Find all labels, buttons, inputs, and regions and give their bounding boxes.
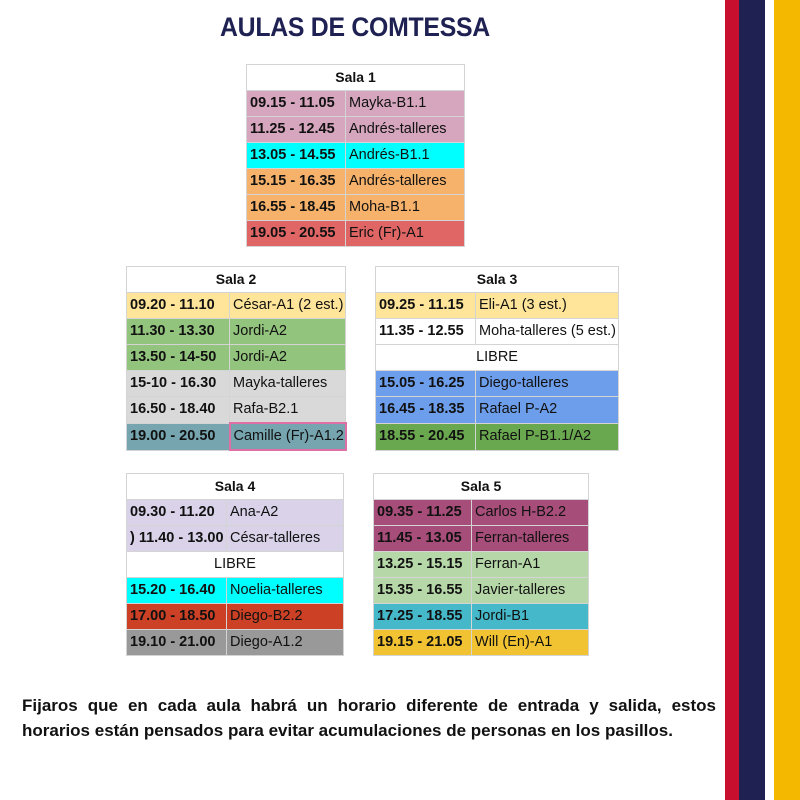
- sala5-class-label: Ferran-A1: [472, 552, 589, 578]
- table-row: [127, 423, 619, 450]
- table-row: [127, 552, 589, 578]
- sala1-time-slot: 19.05 - 20.55: [247, 221, 346, 247]
- sala3-class-label: Moha-talleres (5 est.): [476, 319, 619, 345]
- table-row: [127, 293, 619, 319]
- table-row: [127, 397, 619, 424]
- table-row: [127, 630, 589, 656]
- sala-4-header: Sala 4: [127, 474, 344, 500]
- sala4-time-slot: 09.30 - 11.20: [127, 500, 227, 526]
- sala3-time-slot: 18.55 - 20.45: [376, 423, 476, 450]
- sala1-time-slot: 16.55 - 18.45: [247, 195, 346, 221]
- table-row: [247, 117, 465, 143]
- sala2-time-slot: 13.50 - 14-50: [127, 345, 230, 371]
- sala-2-header: Sala 2: [127, 267, 346, 293]
- sala4-libre: LIBRE: [127, 552, 344, 578]
- footer-note: Fijaros que en cada aula habrá un horario diferente de entrada y salida, estos horarios están pensados para evitar acumulaciones de personas en los pasillos.: [22, 696, 716, 740]
- sala2-time-slot: 19.00 - 20.50: [127, 423, 230, 450]
- table-row: [127, 345, 619, 371]
- sala2-time-slot: 16.50 - 18.40: [127, 397, 230, 424]
- sala2-class-label: Camille (Fr)-A1.2: [230, 423, 346, 450]
- sala4-time-slot: ) 11.40 - 13.00: [127, 526, 227, 552]
- table-row: [127, 604, 589, 630]
- sala5-class-label: Ferran-talleres: [472, 526, 589, 552]
- sala3-time-slot: 15.05 - 16.25: [376, 371, 476, 397]
- sala1-time-slot: 15.15 - 16.35: [247, 169, 346, 195]
- sala5-time-slot: 13.25 - 15.15: [374, 552, 472, 578]
- sala5-class-label: Jordi-B1: [472, 604, 589, 630]
- sala2-time-slot: 09.20 - 11.10: [127, 293, 230, 319]
- sala2-class-label: Jordi-A2: [230, 319, 346, 345]
- sala1-class-label: Mayka-B1.1: [346, 91, 465, 117]
- table-row: [247, 143, 465, 169]
- sala4-class-label: Ana-A2: [227, 500, 344, 526]
- sala5-time-slot: 19.15 - 21.05: [374, 630, 472, 656]
- sala2-time-slot: 15-10 - 16.30: [127, 371, 230, 397]
- stripe-navy: [739, 0, 765, 800]
- table-row: [127, 578, 589, 604]
- table-row: [247, 91, 465, 117]
- table-row: [247, 169, 465, 195]
- sala3-time-slot: 09.25 - 11.15: [376, 293, 476, 319]
- sala2-class-label: Jordi-A2: [230, 345, 346, 371]
- sala1-class-label: Andrés-B1.1: [346, 143, 465, 169]
- sala1-time-slot: 13.05 - 14.55: [247, 143, 346, 169]
- sala1-class-label: Moha-B1.1: [346, 195, 465, 221]
- sala1-class-label: Andrés-talleres: [346, 169, 465, 195]
- sala3-class-label: Diego-talleres: [476, 371, 619, 397]
- sala4-class-label: Diego-B2.2: [227, 604, 344, 630]
- sala3-libre: LIBRE: [376, 345, 619, 371]
- sala1-class-label: Eric (Fr)-A1: [346, 221, 465, 247]
- sala-1-table: [246, 64, 465, 247]
- table-row: [127, 319, 619, 345]
- sala1-time-slot: 09.15 - 11.05: [247, 91, 346, 117]
- sala3-class-label: Eli-A1 (3 est.): [476, 293, 619, 319]
- sala5-time-slot: 09.35 - 11.25: [374, 500, 472, 526]
- stripe-white: [765, 0, 774, 800]
- stripe-red: [725, 0, 739, 800]
- stripe-yellow: [774, 0, 800, 800]
- sala-3-header: Sala 3: [376, 267, 619, 293]
- sala2-class-label: Mayka-talleres: [230, 371, 346, 397]
- sala2-time-slot: 11.30 - 13.30: [127, 319, 230, 345]
- sala2-class-label: César-A1 (2 est.): [230, 293, 346, 319]
- sala4-time-slot: 17.00 - 18.50: [127, 604, 227, 630]
- table-row: [127, 526, 589, 552]
- page-title: AULAS DE COMTESSA: [220, 12, 490, 42]
- sala3-class-label: Rafael P-B1.1/A2: [476, 423, 619, 450]
- sala5-class-label: Javier-talleres: [472, 578, 589, 604]
- sala4-class-label: César-talleres: [227, 526, 344, 552]
- sala5-time-slot: 15.35 - 16.55: [374, 578, 472, 604]
- sala5-class-label: Will (En)-A1: [472, 630, 589, 656]
- sala-1-header: Sala 1: [247, 65, 465, 91]
- sala2-class-label: Rafa-B2.1: [230, 397, 346, 424]
- sala3-time-slot: 16.45 - 18.35: [376, 397, 476, 424]
- table-row: [247, 195, 465, 221]
- sala5-class-label: Carlos H-B2.2: [472, 500, 589, 526]
- table-row: [247, 221, 465, 247]
- table-row: [127, 371, 619, 397]
- sala-4-5-table: [126, 473, 589, 656]
- sala4-time-slot: 15.20 - 16.40: [127, 578, 227, 604]
- sala1-class-label: Andrés-talleres: [346, 117, 465, 143]
- sala-2-3-table: [126, 266, 619, 451]
- sala5-time-slot: 17.25 - 18.55: [374, 604, 472, 630]
- brand-stripes: [725, 0, 800, 800]
- sala4-time-slot: 19.10 - 21.00: [127, 630, 227, 656]
- sala5-time-slot: 11.45 - 13.05: [374, 526, 472, 552]
- sala4-class-label: Diego-A1.2: [227, 630, 344, 656]
- sala4-class-label: Noelia-talleres: [227, 578, 344, 604]
- sala-5-header: Sala 5: [374, 474, 589, 500]
- sala3-class-label: Rafael P-A2: [476, 397, 619, 424]
- table-row: [127, 500, 589, 526]
- sala3-time-slot: 11.35 - 12.55: [376, 319, 476, 345]
- sala1-time-slot: 11.25 - 12.45: [247, 117, 346, 143]
